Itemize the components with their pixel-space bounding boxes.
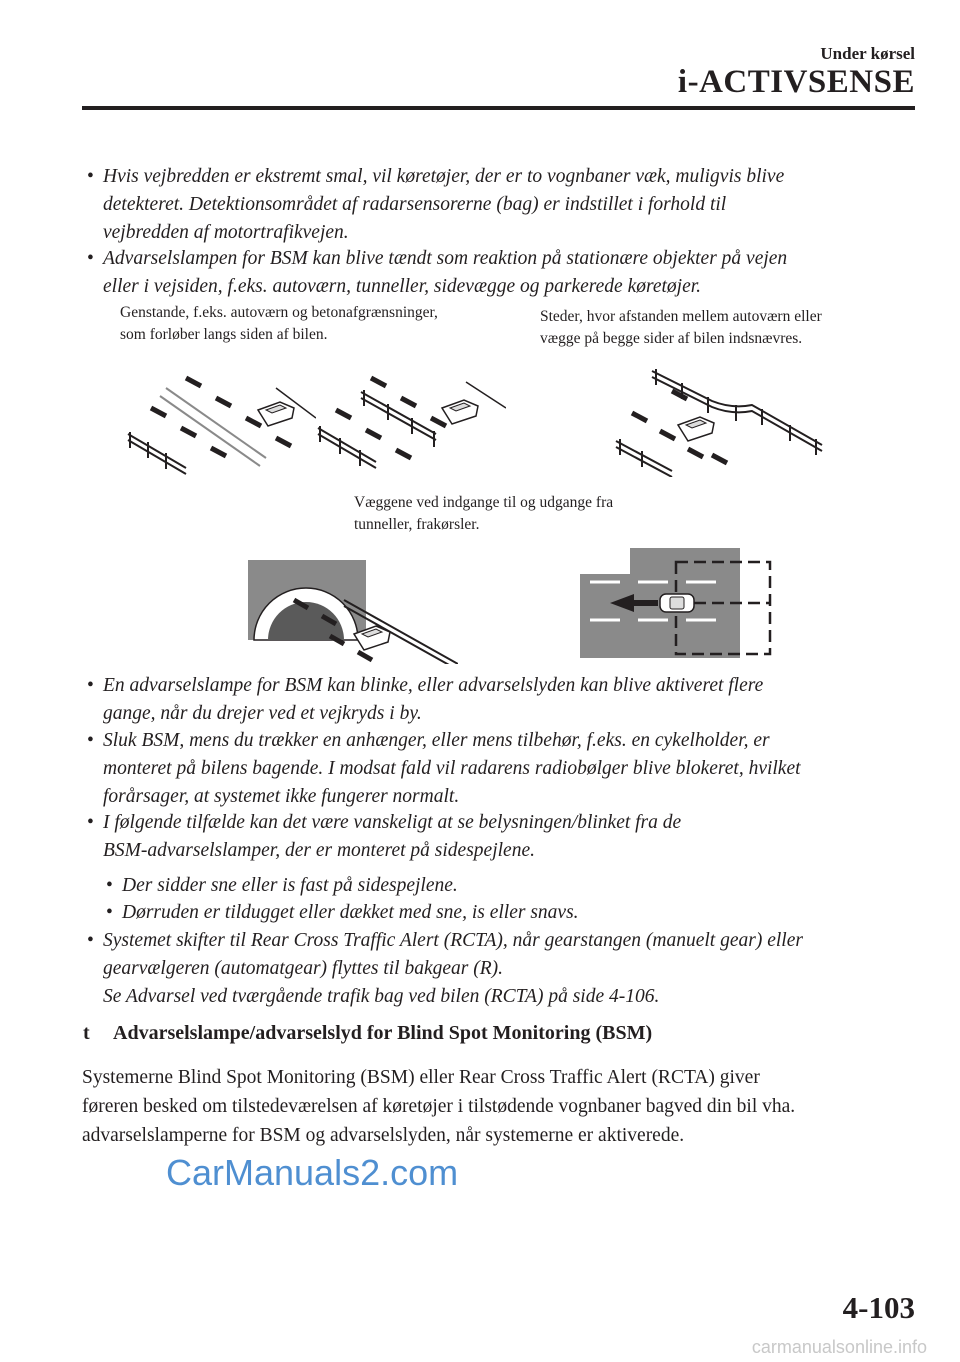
bullet-intersection <box>87 672 764 728</box>
page-title: i-ACTIVSENSE <box>677 64 915 100</box>
text-line: Hvis vejbredden er ekstremt smal, vil køretøjer, der er to vognbaner væk, muligvis blive <box>103 166 785 187</box>
text-line: Se Advarsel ved tværgående trafik bag ved bilen (RCTA) på side 4-106. <box>103 986 660 1007</box>
bullet-trailer <box>87 727 801 811</box>
text-line: vejbredden af motortrafikvejen. <box>103 222 349 243</box>
subbullet-window-fogged <box>106 899 579 927</box>
bullet-narrow-road <box>87 163 785 247</box>
bullet-dot: • <box>87 730 94 751</box>
text-line: Systemet skifter til Rear Cross Traffic Alert (RCTA), når gearstangen (manuelt gear) eller <box>103 930 803 951</box>
header-rule <box>82 106 915 110</box>
lane-markings <box>336 378 446 458</box>
bullet-dot: • <box>87 930 94 951</box>
road-surface <box>580 574 740 658</box>
illustration-exit-lane <box>580 548 772 658</box>
bullet-dot: • <box>87 675 94 696</box>
caption-line: som forløber langs siden af bilen. <box>120 326 328 343</box>
footer-watermark: carmanualsonline.info <box>751 1337 927 1357</box>
section-heading: Advarselslampe/advarselslyd for Blind Spot Monitoring (BSM) <box>113 1022 653 1044</box>
text-line: BSM-advarselslamper, der er monteret på sidespejlene. <box>103 840 535 861</box>
bullet-stationary-objects <box>87 245 788 301</box>
text-line: advarselslamperne for BSM og advarselslyden, når systemerne er aktiverede. <box>82 1125 685 1146</box>
text-line: Dørruden er tildugget eller dækket med sne, is eller snavs. <box>122 902 579 923</box>
text-line: føreren besked om tilstedeværelsen af køretøjer i tilstødende vognbaner bagved din bil vha. <box>82 1096 796 1117</box>
bullet-mirror-visibility <box>87 809 682 865</box>
page-number: 4-103 <box>842 1290 915 1325</box>
bullet-dot: • <box>87 812 94 833</box>
illustration-guardrails-both <box>316 368 506 476</box>
text-line: gearvælgeren (automatgear) flyttes til bakgear (R). <box>103 958 504 979</box>
text-line: Advarselslampen for BSM kan blive tændt som reaktion på stationære objekter på vejen <box>103 248 788 269</box>
illustration-tunnel <box>248 560 458 664</box>
watermark-logo: CarManuals2.com <box>166 1152 459 1193</box>
illustration-guardrail-road <box>126 368 316 476</box>
text-line: forårsager, at systemet ikke fungerer normalt. <box>103 786 460 807</box>
guardrail <box>318 390 436 468</box>
text-line: eller i vejsiden, f.eks. autoværn, tunneller, sidevægge og parkerede køretøjer. <box>103 276 702 297</box>
bullet-dot: • <box>106 875 113 896</box>
text-line: Systemerne Blind Spot Monitoring (BSM) eller Rear Cross Traffic Alert (RCTA) giver <box>82 1067 760 1088</box>
bullet-dot: • <box>87 248 94 269</box>
caption-line: Steder, hvor afstanden mellem autoværn eller <box>540 308 822 325</box>
car-icon <box>678 417 714 441</box>
text-line: Der sidder sne eller is fast på sidespejlene. <box>122 875 458 896</box>
car-icon <box>660 594 694 612</box>
caption-narrowing <box>540 306 822 350</box>
text-line: gange, når du drejer ved et vejkryds i by. <box>103 703 422 724</box>
body-paragraph <box>82 1063 795 1150</box>
subbullet-snow-mirror <box>106 872 458 900</box>
bullet-dot: • <box>106 902 113 923</box>
text-line: I følgende tilfælde kan det være vanskeligt at se belysningen/blinket fra de <box>103 812 682 833</box>
text-line: En advarselslampe for BSM kan blinke, eller advarselslyden kan blive aktiveret flere <box>103 675 764 696</box>
caption-tunnels <box>354 492 613 536</box>
text-line: monteret på bilens bagende. I modsat fald vil radarens radiobølger blive blokeret, hvilket <box>103 758 801 779</box>
text-line: Sluk BSM, mens du trækker en anhænger, eller mens tilbehør, f.eks. en cykelholder, er <box>103 730 770 751</box>
text-line: detekteret. Detektionsområdet af radarsensorerne (bag) er indstillet i forhold til <box>103 194 727 215</box>
caption-line: Væggene ved indgange til og udgange fra <box>354 494 614 511</box>
car-icon <box>442 400 478 424</box>
caption-guardrails <box>120 302 438 346</box>
car-icon <box>258 402 294 426</box>
section-label: Under kørsel <box>820 44 915 63</box>
caption-line: Genstande, f.eks. autoværn og betonafgrænsninger, <box>120 304 438 321</box>
caption-line: vægge på begge sider af bilen indsnævres. <box>540 330 803 347</box>
section-marker: t <box>83 1022 90 1044</box>
caption-line: tunneller, frakørsler. <box>354 516 480 533</box>
bullet-rcta <box>87 927 803 1011</box>
illustration-narrowing-road <box>612 365 824 477</box>
guardrail <box>128 432 186 474</box>
bullet-dot: • <box>87 166 94 187</box>
